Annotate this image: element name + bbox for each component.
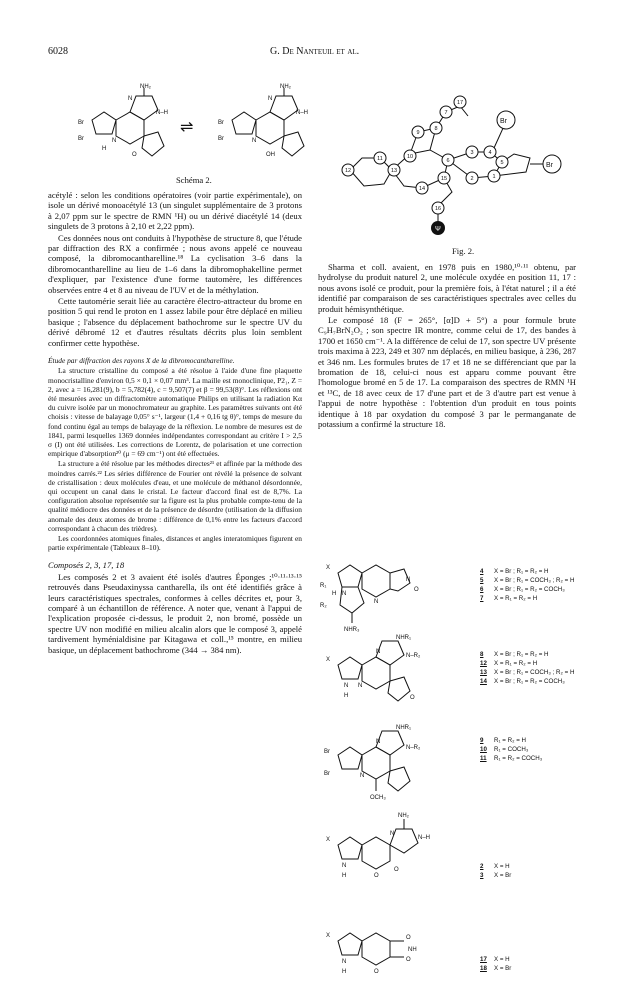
compound-atom: NHR₁ (396, 725, 412, 731)
compound-atom: NHR₁ (396, 635, 412, 641)
compound-atom: O (410, 695, 415, 701)
compound-item: 13 X = Br ; R₁ = COCH₃ ; R₂ = H (480, 669, 575, 676)
compound-item: 9 R₁ = R₂ = H (480, 737, 526, 744)
xray-paragraph: Les coordonnées atomiques finales, distances et angles interatomiques figurent en partie expérimentale (Tableaux 8–10). (48, 533, 302, 553)
compound-structures (318, 555, 468, 995)
compound-atom: N (342, 591, 347, 597)
paragraph: Cette tautomérie serait liée au caractère électro-attracteur du brome en position 5 qui rend le proton en 1 assez labile pour être déplacé en milieu basique ; l'absence du déplacement bathochrome sur le spectre UV du dérivé débromé 12 et d'autres résultats décrits plus loin semblent confirmer cette hypothèse. (48, 296, 302, 348)
figure-node: 3 (470, 150, 474, 156)
compound-atom: N (342, 959, 347, 965)
compound-atom: O (374, 873, 379, 879)
compound-item: 4 X = Br ; R₁ = R₂ = H (480, 568, 549, 575)
compound-atom: H (342, 969, 347, 975)
figure-node: 10 (406, 154, 414, 160)
scheme-left-atom: NH₂ (140, 84, 151, 90)
compound-atom: O (406, 935, 411, 941)
compound-atom: R₁ (320, 583, 327, 589)
compound-atom: X (326, 837, 331, 843)
xray-paragraph: La structure cristalline du composé a été résolue à l'aide d'une fine plaquette monocristalline d'environ 0,5 × 0,1 × 0,07 mm³. La maille est monoclinique, P2₁, Z = 2, avec a = 16,281(9), b = 5,782(4), c = 9,507(7) et β = 99,53(8)°. Les réflexions ont été mesurées avec un diffractomètre automatique Philips en utilisant la radiation Kα du cuivre isolée par un monochromateur au graphite. Les paramètres suivants ont été choisis : vitesse de balayage 0,05° s⁻¹, largeur (1,4 + 0,16 tg θ)°, temps de mesure du fond continu égal au temps de balayage de la réflexion. Le nombre de mesures est de 1841, parmi lesquelles 1369 données indépendantes correspondant au critère I > 2,5 σ (I) ont été utilisées. Les corrections de Lorentz, de polarisation et une correction empirique d'absorption²⁰ (μ = 69 cm⁻¹) ont été effectuées. (48, 366, 302, 459)
scheme-right-atom: Br (218, 120, 224, 126)
xray-title: Étude par diffraction des rayons X de la dibromocantharelline. (48, 356, 235, 366)
compound-list-1 (480, 567, 574, 603)
compound-atom: H (344, 693, 349, 699)
compound-atom: R₂ (320, 603, 327, 609)
compound-item: 17 X = H (480, 956, 510, 963)
figure-caption: Fig. 2. (452, 246, 475, 256)
figure-node: 17 (456, 100, 464, 106)
figure-label: Br (546, 162, 553, 169)
compound-item: 2 X = H (480, 863, 510, 870)
figure-label: Ψ (435, 226, 441, 233)
compound-atom: N (374, 599, 379, 605)
compound-atom: H (332, 591, 337, 597)
compound-item: 8 X = Br ; R₁ = R₂ = H (480, 651, 549, 658)
scheme-right-atom: N (252, 138, 257, 144)
compound-atom: NHR₃ (344, 627, 360, 633)
paragraph: acétylé : selon les conditions opératoires (voir partie expérimentale), on isole un dérivé monoacétylé 13 (un singulet supplémentaire de 3 protons à 2,07 ppm sur le spectre de RMN ¹H) ou un dérivé diacétylé 14 (deux singulets de 3 protons à 2,10 et 2,22 ppm). (48, 190, 302, 232)
figure-node: 16 (434, 206, 442, 212)
figure-node: 4 (488, 150, 492, 156)
right-column (318, 262, 576, 431)
equilibrium-arrow: ⇌ (180, 119, 194, 136)
figure-node: 11 (377, 156, 383, 162)
figure-node: 14 (418, 186, 426, 192)
compound-list-2 (480, 650, 574, 686)
compound-item: 12 X = R₁ = R₂ = H (480, 660, 538, 667)
compound-atom: O (414, 587, 419, 593)
compound-atom: N (376, 649, 381, 655)
compound-item: 7 X = R₁ = R₂ = H (480, 595, 538, 602)
scheme-right-atom: N (268, 96, 273, 102)
compound-atom: NH₂ (398, 813, 409, 819)
compound-atom: N (342, 863, 347, 869)
compound-atom: O (394, 867, 399, 873)
compound-atom: NH (408, 947, 417, 953)
paragraph: Sharma et coll. avaient, en 1978 puis en 1980,¹⁰·¹¹ obtenu, par hydrolyse du produit naturel 2, une molécule oxydée en position 11, 17 : nous avons isolé ce produit, pour la première fois, à l'état naturel ; il a été identifié par comparaison de ses caractéristiques spectrales avec celles du produit hémisynthétique. (318, 262, 576, 314)
compound-item: 11 R₁ = R₂ = COCH₃ (480, 755, 543, 762)
compound-atom: X (326, 565, 331, 571)
figure-node: 8 (434, 126, 438, 132)
left-column (48, 190, 302, 656)
compound-atom: H (342, 873, 347, 879)
composes-title: Composés 2, 3, 17, 18 (48, 560, 125, 571)
paragraph: Le composé 18 (F = 265°, [α]D + 5°) a pour formule brute C₉H₇BrN₂O₂ ; son spectre IR montre, comme celui de 17, des bandes à 1700 et 1650 cm⁻¹. A la différence de celui de 17, son spectre UV présente trois maxima à 223, 249 et 307 nm déplacés, en milieu basique, à 236, 287 et 346 nm. Les formules brutes de 17 et 18 ne se différenciant que par la bromation de 18, celui-ci nous est apparu comme pouvant être l'homologue bromé en 5 de 17. La comparaison des spectres de RMN ¹H et ¹³C, de 18 avec ceux de 17 d'une part et de 3 d'autre part est venue à l'appui de notre hypothèse : l'obtention d'un produit en tous points identique à 18 par oxydation du composé 3 par le permanganate de potassium a confirmé la structure 18. (318, 315, 576, 430)
compound-atom: Br (324, 749, 330, 755)
compound-item: 10 R₁ = COCH₃ (480, 746, 529, 753)
compound-atom: N (406, 577, 411, 583)
compound-item: 14 X = Br ; R₁ = R₂ = COCH₃ (480, 678, 565, 685)
compound-atom: N–R₂ (406, 653, 421, 659)
paragraph: Les composés 2 et 3 avaient été isolés d'autres Éponges ;¹⁰·¹¹·¹³·¹⁵ retrouvés dans Pseudaxinyssa cantharella, ils ont été identifiés grâce à leurs caractéristiques spectrales, conformes à celles décrites et, pour 3, comparé à un échantillon de référence. A noter que, venant à l'appui de l'explication proposée ci-dessus, le produit 2, non bromé, possède un spectre UV non modifié en milieu alcalin alors que le composé 3, appelé tardivement hyménialdisine par Kitagawa et coll.,¹⁵ montre, en milieu basique, un déplacement bathochrome (344 → 384 nm). (48, 571, 302, 655)
figure-node: 12 (344, 168, 352, 174)
scheme-right-atom: Br (218, 136, 224, 142)
scheme-left-atom: Br (78, 136, 84, 142)
compound-atom: N (360, 773, 365, 779)
compound-atom: N–R₂ (406, 745, 421, 751)
figure-node: 9 (416, 130, 420, 136)
scheme-left-atom: N (128, 96, 133, 102)
page-number: 6028 (48, 46, 68, 57)
compound-atom: N (344, 683, 349, 689)
compound-atom: N (376, 739, 381, 745)
figure-node: 2 (470, 176, 474, 182)
compound-atom: Br (324, 771, 330, 777)
compound-list-3 (480, 736, 542, 763)
scheme-right-atom: N–H (296, 110, 309, 116)
figure-label: Br (500, 118, 507, 125)
scheme-left-atom: N–H (156, 110, 169, 116)
figure-node: 1 (492, 174, 496, 180)
figure-node: 15 (440, 176, 448, 182)
scheme-left-atom: H (102, 146, 107, 152)
figure-2 (318, 82, 578, 242)
xray-paragraph: La structure a été résolue par les méthodes directes²¹ et affinée par la méthode des moindres carrés.²² Les séries différence de Fourier ont révélé la présence de solvant de cristallisation : deux molécules d'eau, et une molécule de méthanol désordonnée, qui occupent un canal dans le cristal. Le facteur d'accord final est de 8,7%. La configuration absolue représentée sur la figure est la plus probable compte-tenu de la qualité médiocre des données et de la présence de désordre (utilisation de la diffusion anomale des deux atomes de brome : différence de 0,1% entre les facteurs d'accord correspondant à chacun des trièdres). (48, 459, 302, 533)
running-title: G. De Nanteuil et al. (270, 46, 360, 57)
compound-item: 5 X = Br ; R₁ = COCH₃ ; R₂ = H (480, 577, 575, 584)
scheme-left-atom: O (132, 152, 137, 158)
compound-atom: N (390, 831, 395, 837)
scheme-2 (72, 80, 332, 170)
scheme-right-atom: NH₂ (280, 84, 291, 90)
figure-node: 7 (444, 110, 448, 116)
compound-item: 3 X = Br (480, 872, 512, 879)
compound-atom: N (358, 683, 363, 689)
compound-atom: X (326, 933, 331, 939)
scheme-left-atom: Br (78, 120, 84, 126)
scheme-caption: Schéma 2. (176, 175, 212, 185)
figure-node: 13 (390, 168, 398, 174)
compound-list-5 (480, 955, 511, 973)
figure-node: 6 (446, 158, 450, 164)
compound-atom: O (406, 957, 411, 963)
compound-item: 6 X = Br ; R₁ = R₂ = COCH₃ (480, 586, 565, 593)
paragraph: Ces données nous ont conduits à l'hypothèse de structure 8, que l'étude par diffraction des RX a confirmée ; nous avons appelé ce nouveau composé, la dibromocantharelline.¹⁸ La cyclisation 3–6 dans la dibromocantharelline au lieu de 1–6 dans la dibromophakelline permet d'expliquer, par l'existence d'une forme tautomère, les différences observées entre 4 et 8 au niveau de l'UV et de la méthylation. (48, 232, 302, 295)
compound-list-4 (480, 862, 511, 880)
figure-node: 5 (500, 160, 504, 166)
compound-atom: OCH₃ (370, 795, 386, 801)
compound-atom: X (326, 657, 331, 663)
compound-item: 18 X = Br (480, 965, 512, 972)
scheme-left-atom: N (112, 138, 117, 144)
compound-atom: O (374, 969, 379, 975)
compound-atom: N–H (418, 835, 431, 841)
scheme-right-atom: OH (266, 152, 275, 158)
